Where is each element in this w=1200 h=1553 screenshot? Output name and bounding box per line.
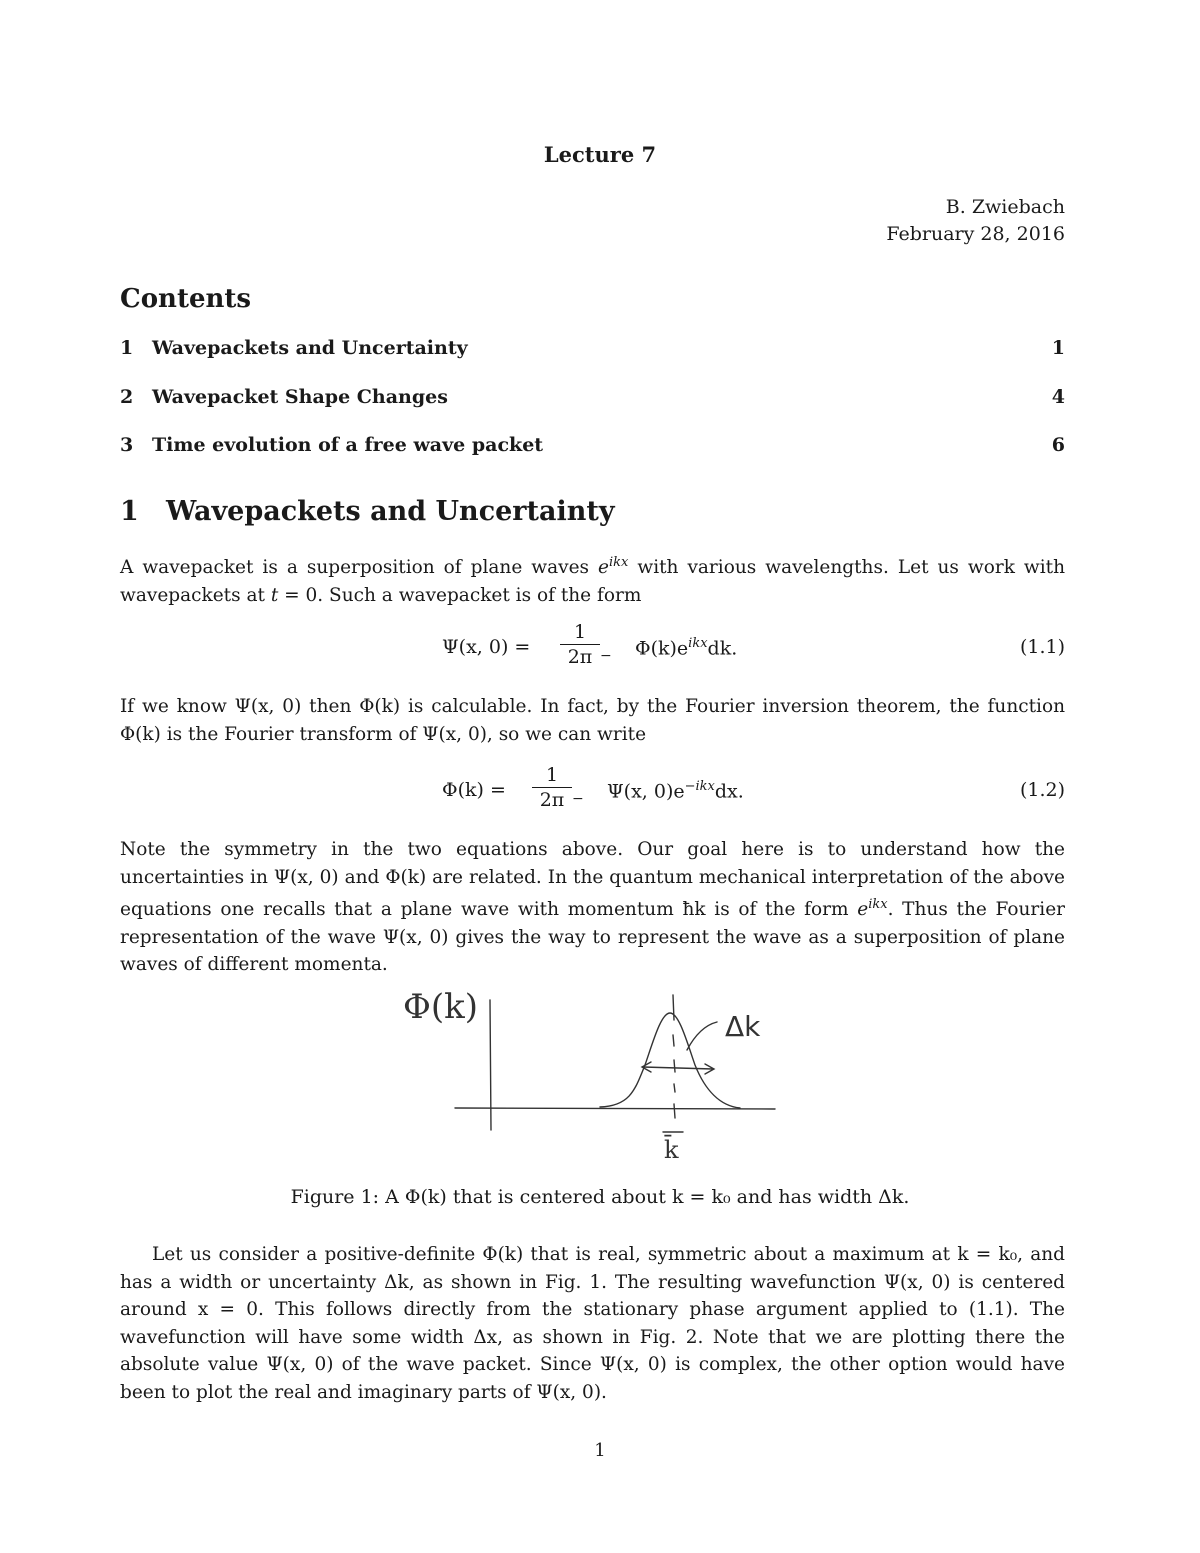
toc-entry-page: 6 bbox=[1051, 434, 1065, 456]
paragraph-discussion: Let us consider a positive-definite Φ(k) that is real, symmetric about a maximum at k = k₀, and has a width or uncertainty Δk, as shown in Fig. 1. The resulting wavefunction Ψ(x, 0) is centered around x = 0. This follows directly from the stationary phase argument applied to (1.1). The wavefunction will have some width Δx, as shown in Fig. 2. Note that we are plotting there the absolute value Ψ(x, 0) of the wave packet. Since Ψ(x, 0) is complex, the other option would have been to plot the real and imaginary parts of Ψ(x, 0). bbox=[120, 1244, 1065, 1403]
equation-lhs: Ψ(x, 0) = bbox=[442, 636, 531, 658]
equation-rhs-end: dx. bbox=[714, 780, 744, 803]
paragraph-fourier: If we know Ψ(x, 0) then Φ(k) is calculable. In fact, by the Fourier inversion theorem, the function Φ(k) is the Fourier transform of Ψ(x, 0), so we can write bbox=[120, 696, 1065, 745]
integral-mark: − bbox=[600, 648, 612, 664]
equation-1-2 bbox=[120, 763, 1065, 819]
figure-width-label: Δk bbox=[725, 1010, 761, 1043]
paragraph-text: . Thus the Fourier representation of the wave Ψ(x, 0) gives the way to represent the wave as a superposition of plane waves of different momenta. bbox=[120, 899, 1065, 976]
width-pointer bbox=[687, 1022, 717, 1050]
equation-tag: (1.2) bbox=[1019, 779, 1065, 801]
figure-1-caption: Figure 1: A Φ(k) that is centered about k = k₀ and has width Δk. bbox=[290, 1186, 910, 1208]
paragraph-text: with various wavelengths. Let us work with wavepackets at bbox=[120, 557, 1066, 606]
equation-rhs bbox=[607, 779, 744, 802]
figure-ylabel: Φ(k) bbox=[403, 987, 479, 1027]
fraction-denominator: 2π bbox=[567, 646, 593, 668]
paragraph-text: = 0. Such a wavepacket is of the form bbox=[278, 584, 642, 606]
toc-entry[interactable] bbox=[120, 434, 1065, 456]
lecture-title: Lecture 7 bbox=[543, 142, 657, 167]
toc-entry-page: 1 bbox=[1051, 337, 1065, 359]
toc-entry-number: 3 bbox=[120, 434, 134, 456]
equation-tag: (1.1) bbox=[1019, 636, 1065, 658]
y-axis bbox=[490, 1000, 491, 1130]
toc-entry-number: 1 bbox=[120, 337, 134, 359]
section-number: 1 bbox=[120, 496, 139, 527]
section-heading bbox=[120, 496, 615, 527]
fraction-numerator: 1 bbox=[560, 620, 600, 645]
equation-rhs-text: Φ(k)e bbox=[635, 637, 689, 660]
figure-center-label: k̄ bbox=[664, 1136, 679, 1164]
page-number: 1 bbox=[594, 1440, 606, 1461]
figure-1-sketch bbox=[395, 980, 795, 1165]
math-exponent: ikx bbox=[609, 555, 629, 570]
equation-fraction bbox=[560, 620, 600, 669]
equation-fraction bbox=[532, 763, 572, 812]
author-name: B. Zwiebach bbox=[945, 196, 1065, 218]
equation-lhs: Φ(k) = bbox=[442, 779, 506, 801]
toc-entry-page: 4 bbox=[1051, 386, 1065, 408]
paragraph-text: A wavepacket is a superposition of plane waves bbox=[120, 557, 599, 579]
integral-mark: − bbox=[572, 791, 584, 807]
x-axis bbox=[455, 1108, 775, 1109]
math-symbol: t bbox=[270, 584, 279, 606]
width-arrow-line bbox=[643, 1067, 713, 1069]
equation-rhs-text: Ψ(x, 0)e bbox=[607, 780, 685, 803]
paragraph-intro bbox=[120, 549, 1065, 609]
math-exponent: −ikx bbox=[684, 779, 715, 794]
equation-rhs-end: dk. bbox=[707, 637, 738, 660]
center-line bbox=[673, 995, 675, 1118]
section-title: Wavepackets and Uncertainty bbox=[166, 496, 615, 527]
toc-entry-label: Wavepacket Shape Changes bbox=[152, 386, 448, 408]
lecture-date: February 28, 2016 bbox=[886, 223, 1065, 245]
paragraph-symmetry bbox=[120, 836, 1065, 979]
toc-entry-number: 2 bbox=[120, 386, 134, 408]
math-exponent: ikx bbox=[868, 897, 888, 912]
toc-entry[interactable] bbox=[120, 337, 1065, 359]
math-symbol: e bbox=[598, 557, 609, 579]
toc-entry-label: Wavepackets and Uncertainty bbox=[152, 337, 468, 359]
toc-entry[interactable] bbox=[120, 386, 1065, 408]
math-exponent: ikx bbox=[688, 636, 708, 651]
equation-1-1 bbox=[120, 620, 1065, 676]
math-symbol: e bbox=[857, 899, 869, 921]
equation-rhs bbox=[635, 636, 737, 659]
wavepacket-curve bbox=[600, 1013, 740, 1108]
fraction-numerator: 1 bbox=[532, 763, 572, 788]
toc-entry-label: Time evolution of a free wave packet bbox=[152, 434, 544, 456]
contents-heading: Contents bbox=[120, 284, 252, 314]
paragraph-text: Note the symmetry in the two equations above. Our goal here is to understand how the uncertainties in Ψ(x, 0) and Φ(k) are related. In the quantum mechanical interpretation of the above equations one recalls that a plane wave with momentum ħk is of the form bbox=[120, 839, 1065, 921]
fraction-denominator: 2π bbox=[539, 789, 565, 811]
